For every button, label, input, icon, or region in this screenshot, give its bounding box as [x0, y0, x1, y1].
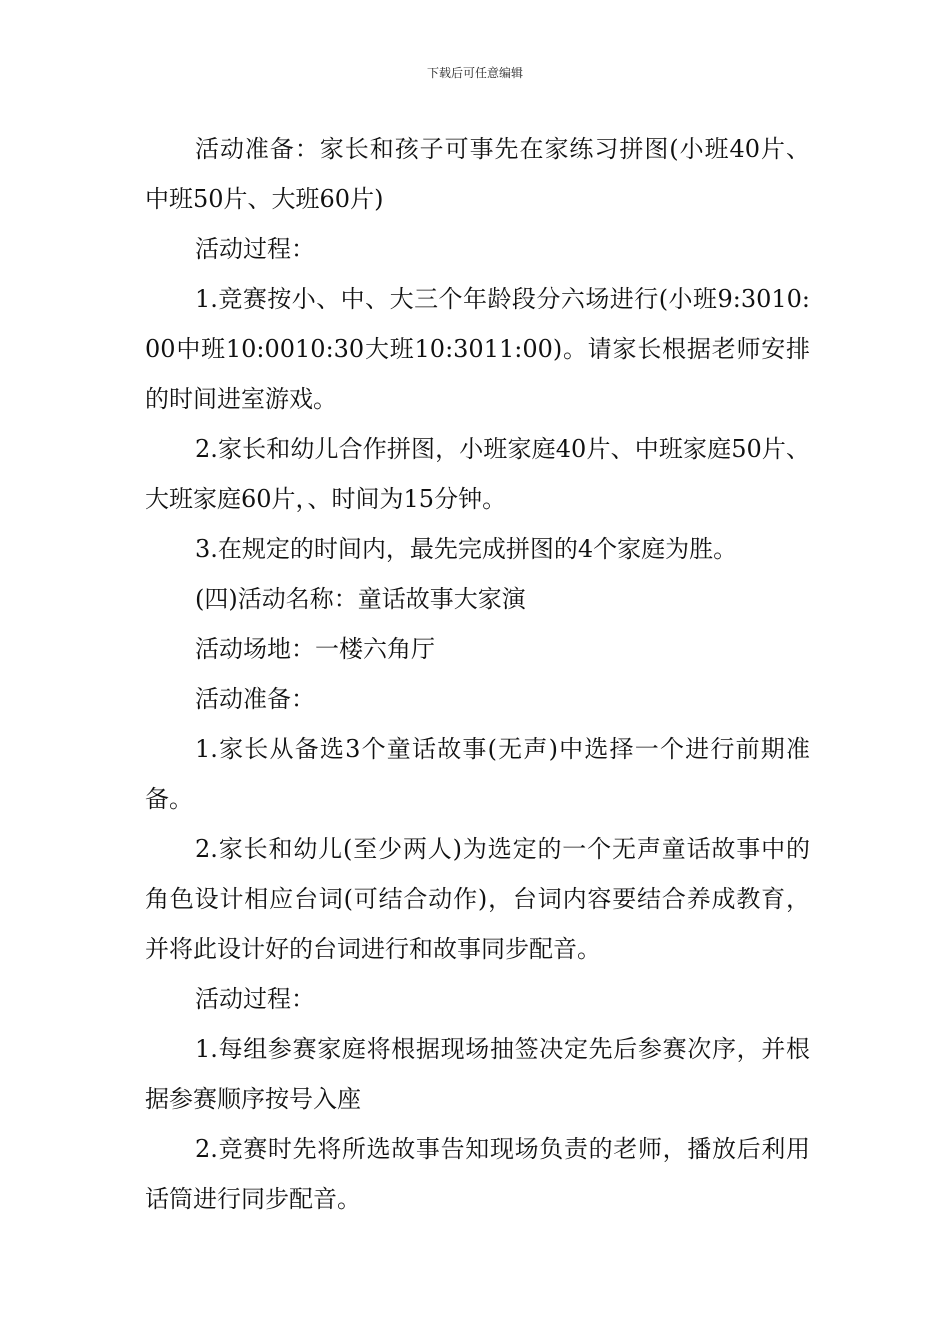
paragraph-preparation-heading: 活动准备： — [195, 685, 315, 713]
paragraph-process-step-2: 2.家长和幼儿合作拼图，小班家庭40片、中班家庭50片、大班家庭60片，、时间为15分钟。 — [145, 435, 810, 513]
paragraph-process-step-3: 3.在规定的时间内，最先完成拼图的4个家庭为胜。 — [195, 535, 738, 563]
paragraph-process-heading-2: 活动过程： — [195, 985, 315, 1013]
paragraph-activity-venue: 活动场地：一楼六角厅 — [195, 635, 435, 663]
page-header: 下载后可任意编辑 — [426, 66, 523, 80]
paragraph-activity-preparation: 活动准备：家长和孩子可事先在家练习拼图(小班40片、中班50片、大班60片) — [145, 135, 810, 213]
paragraph-process-step-1: 1.竞赛按小、中、大三个年龄段分六场进行(小班9:3010:00中班10:0010:30大班10:3011:00)。请家长根据老师安排的时间进室游戏。 — [145, 285, 810, 413]
paragraph-preparation-step-2: 2.家长和幼儿(至少两人)为选定的一个无声童话故事中的角色设计相应台词(可结合动作)，台词内容要结合养成教育，并将此设计好的台词进行和故事同步配音。 — [145, 835, 810, 963]
paragraph-activity-process-heading: 活动过程： — [195, 235, 315, 263]
paragraph-process-step-2b: 2.竞赛时先将所选故事告知现场负责的老师，播放后利用话筒进行同步配音。 — [145, 1135, 810, 1213]
paragraph-section-four-title: (四)活动名称：童话故事大家演 — [195, 585, 526, 613]
paragraph-preparation-step-1: 1.家长从备选3个童话故事(无声)中选择一个进行前期准备。 — [145, 735, 810, 813]
paragraph-process-step-1b: 1.每组参赛家庭将根据现场抽签决定先后参赛次序，并根据参赛顺序按号入座 — [145, 1035, 810, 1113]
document-body — [145, 124, 810, 1224]
